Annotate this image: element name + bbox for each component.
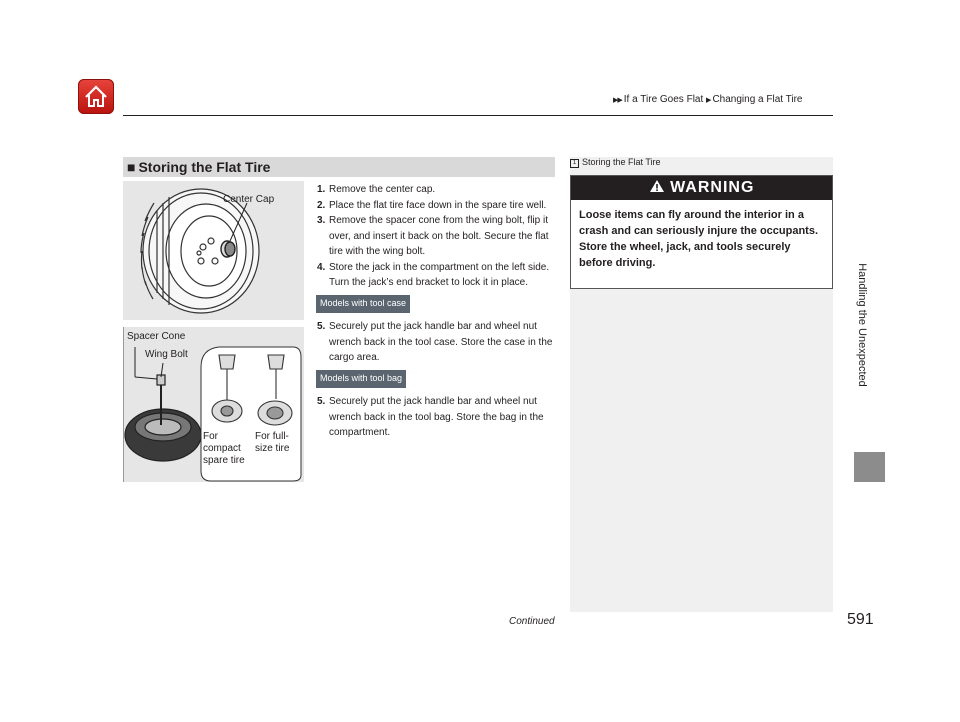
wing-bolt-label: Wing Bolt bbox=[145, 349, 188, 360]
compact-spare-label bbox=[203, 431, 245, 467]
step-number: 4. bbox=[317, 261, 326, 273]
step-text: Remove the center cap. bbox=[329, 184, 436, 195]
compact-label-line: For bbox=[203, 431, 218, 442]
chapter-side-tab-label: Handling the Unexpected bbox=[856, 263, 868, 387]
step-text: Store the jack in the compartment on the left side. Turn the jack’s end bracket to lock it in place. bbox=[329, 261, 550, 288]
center-cap-label: Center Cap bbox=[223, 194, 275, 205]
warning-icon bbox=[649, 179, 665, 193]
step-item bbox=[312, 394, 557, 441]
chapter-marker bbox=[854, 452, 885, 482]
step-item bbox=[312, 213, 557, 260]
warning-text bbox=[571, 200, 832, 278]
home-button[interactable] bbox=[78, 79, 114, 114]
step-number: 1. bbox=[317, 184, 326, 195]
model-tag-tool-bag: Models with tool bag bbox=[316, 370, 406, 389]
step-text: Securely put the jack handle bar and wheel nut wrench back in the tool bag. Store the bag in the compartment. bbox=[329, 396, 544, 438]
warning-header bbox=[571, 176, 832, 200]
chapter-side-tab[interactable] bbox=[839, 195, 885, 455]
page-number: 591 bbox=[847, 611, 874, 628]
section-bullet-icon: ■ bbox=[127, 159, 136, 175]
figure-border bbox=[123, 327, 124, 482]
step-number: 5. bbox=[317, 321, 326, 332]
warning-box bbox=[570, 175, 833, 289]
step-number: 3. bbox=[317, 215, 326, 226]
warning-line: Loose items can fly around the interior in a crash and can seriously injure the occupants. bbox=[579, 209, 819, 237]
home-icon bbox=[83, 84, 109, 109]
sidebar-ref-title[interactable] bbox=[570, 157, 661, 168]
breadcrumb bbox=[613, 94, 803, 105]
step-number: 5. bbox=[317, 396, 326, 407]
step-number: 2. bbox=[317, 199, 326, 211]
step-item bbox=[312, 260, 557, 291]
reference-icon: 1 bbox=[570, 159, 579, 168]
tire-illustration bbox=[123, 181, 304, 320]
compact-label-line: compact bbox=[203, 443, 241, 454]
breadcrumb-arrow-icon: ▶▶ bbox=[613, 97, 622, 104]
step-text: Place the flat tire face down in the spare tire well. bbox=[329, 199, 547, 211]
section-heading bbox=[123, 157, 555, 177]
spacer-cone-label: Spacer Cone bbox=[127, 331, 186, 342]
step-text: Securely put the jack handle bar and wheel nut wrench back in the tool case. Store the case in the cargo area. bbox=[329, 321, 553, 363]
breadcrumb-item[interactable]: If a Tire Goes Flat bbox=[623, 94, 704, 105]
compact-label-line: spare tire bbox=[203, 455, 245, 466]
breadcrumb-arrow-icon: ▶ bbox=[706, 97, 711, 104]
step-item bbox=[312, 198, 557, 214]
section-title: Storing the Flat Tire bbox=[138, 159, 271, 175]
figure-spacer-cone bbox=[123, 327, 304, 482]
procedure-steps bbox=[312, 182, 557, 441]
warning-line: Store the wheel, jack, and tools securely before driving. bbox=[579, 241, 791, 269]
header-divider bbox=[123, 115, 833, 116]
fullsize-label-line: For full- bbox=[255, 431, 289, 442]
model-tag-tool-case: Models with tool case bbox=[316, 295, 410, 314]
warning-heading: WARNING bbox=[670, 179, 755, 196]
sidebar-notes bbox=[570, 157, 833, 612]
sidebar-ref-text: Storing the Flat Tire bbox=[582, 157, 661, 167]
figure-tire-center-cap bbox=[123, 181, 304, 320]
fullsize-label-line: size tire bbox=[255, 443, 290, 454]
step-text: Remove the spacer cone from the wing bolt, flip it over, and insert it back on the bolt. Secure the flat tire with the wing bolt. bbox=[329, 215, 549, 257]
breadcrumb-item[interactable]: Changing a Flat Tire bbox=[712, 94, 803, 105]
fullsize-tire-label bbox=[255, 431, 289, 455]
step-item bbox=[312, 319, 557, 366]
step-item bbox=[312, 182, 557, 198]
continued-label: Continued bbox=[509, 616, 555, 627]
